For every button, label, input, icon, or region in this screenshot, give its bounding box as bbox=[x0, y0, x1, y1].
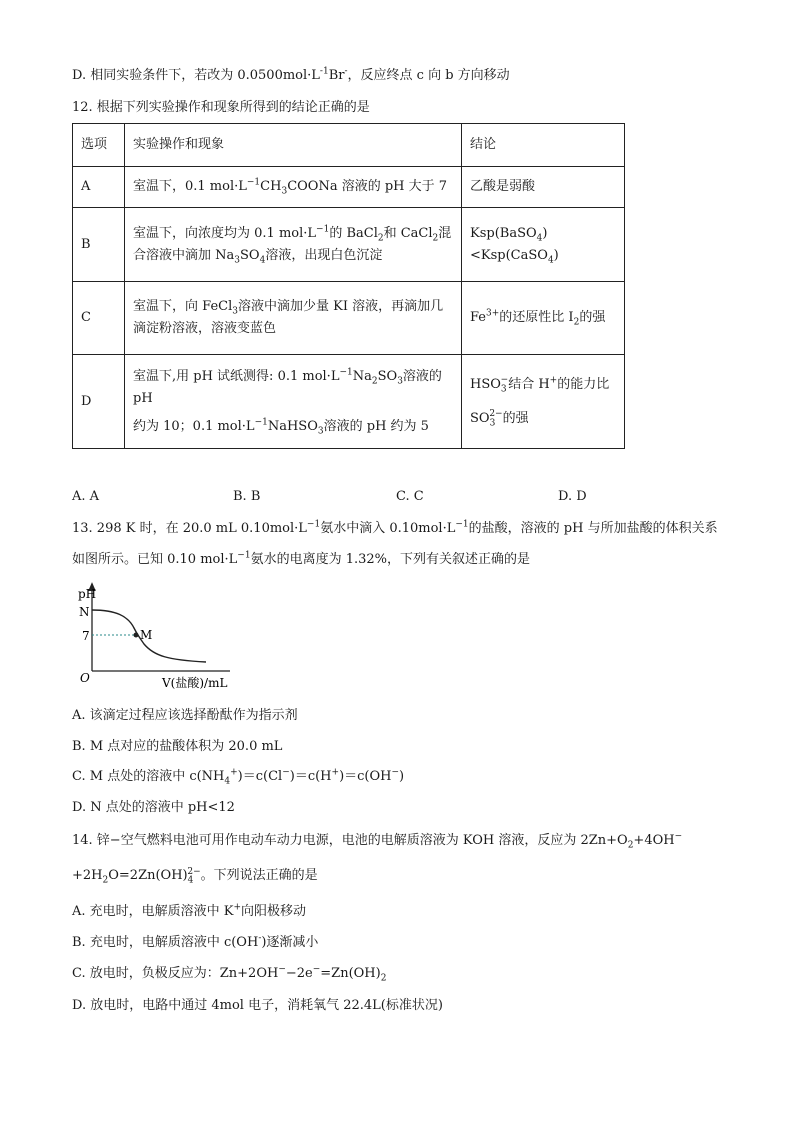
q14-option-c: C. 放电时，负极反应为：$Zn+2OH^--2e^-=Zn(OH)_2$ bbox=[72, 964, 387, 984]
q14-option-b: B. 充电时，电解质溶液中 c(OH-)逐渐减小 bbox=[72, 933, 319, 950]
header-operation: 实验操作和现象 bbox=[125, 124, 462, 167]
point-m-marker bbox=[134, 633, 139, 638]
row-label: B bbox=[73, 208, 125, 282]
q12-option-a: A. A bbox=[72, 489, 100, 504]
origin-label: O bbox=[80, 671, 90, 685]
row-conclusion: Ksp(BaSO$_4$)<Ksp(CaSO$_4$) bbox=[462, 208, 625, 282]
row-label: A bbox=[73, 167, 125, 208]
q13-stem-line1: 13. 298 K 时，在 20.0 mL $0.10mol\cdot L^{-1}$氨水中滴入 $0.10mol\cdot L^{-1}$的盐酸，溶液的 pH 与所加盐酸的体积关系 bbox=[72, 519, 718, 536]
header-option: 选项 bbox=[73, 124, 125, 167]
point-n-label: N bbox=[79, 605, 90, 619]
q13-option-d: D. N 点处的溶液中 pH<12 bbox=[72, 800, 235, 815]
table-row-a bbox=[73, 167, 625, 208]
table-row-d bbox=[73, 355, 625, 449]
q11-option-d: D. 相同实验条件下，若改为 $0.0500mol\cdot L^{-1}Br^-$，反应终点 c 向 b 方向移动 bbox=[72, 66, 510, 83]
row-label: D bbox=[73, 355, 125, 449]
table-row-c bbox=[73, 282, 625, 355]
point-m-label: M bbox=[140, 628, 153, 642]
q13-option-a: A. 该滴定过程应该选择酚酞作为指示剂 bbox=[72, 708, 298, 723]
q14-option-d: D. 放电时，电路中通过 4mol 电子，消耗氧气 22.4L(标准状况) bbox=[72, 998, 443, 1013]
row-conclusion: $Fe^{3+}$的还原性比 $I_2$的强 bbox=[462, 282, 625, 355]
tick-7-label: 7 bbox=[82, 629, 90, 643]
q14-option-a: A. 充电时，电解质溶液中 K+向阳极移动 bbox=[72, 902, 307, 919]
row-conclusion: 乙酸是弱酸 bbox=[462, 167, 625, 208]
q12-option-c: C. C bbox=[396, 489, 424, 504]
ph-titration-graph bbox=[72, 580, 252, 690]
q12-option-d: D. D bbox=[558, 489, 587, 504]
row-label: C bbox=[73, 282, 125, 355]
header-conclusion: 结论 bbox=[462, 124, 625, 167]
q12-table bbox=[72, 123, 625, 449]
row-operation: 室温下，向 FeCl$_3$溶液中滴加少量 KI 溶液，再滴加几 滴淀粉溶液，溶液变蓝色 bbox=[125, 282, 462, 355]
q14-stem-line2: $+2H_2O=2Zn(OH)_4^{2-}$。下列说法正确的是 bbox=[72, 866, 318, 886]
table-header-row bbox=[73, 124, 625, 167]
row-operation: 室温下，0.1 $mol\cdot L^{-1}CH_3COONa$ 溶液的 pH 大于 7 bbox=[125, 167, 462, 208]
q12-option-b: B. B bbox=[233, 489, 261, 504]
q13-option-c: C. M 点处的溶液中 $c(NH_4^+)=c(Cl^-)=c(H^+)=c(OH^-)$ bbox=[72, 767, 405, 787]
row-operation: 室温下，向浓度均为 0.1 $mol\cdot L^{-1}$的 BaCl$_2$和 CaCl$_2$混 合溶液中滴加 $Na_3SO_4$溶液，出现白色沉淀 bbox=[125, 208, 462, 282]
row-conclusion: $HSO_3^-$结合 H+的能力比 $SO_3^{2-}$的强 bbox=[462, 355, 625, 449]
q14-stem-line1: 14. 锌−空气燃料电池可用作电动车动力电源，电池的电解质溶液为 KOH 溶液，反应为 $2Zn+O_2+4OH^-$ bbox=[72, 831, 683, 851]
row-operation: 室温下,用 pH 试纸测得: 0.1 $mol\cdot L^{-1}Na_2SO_3$溶液的 pH 约为 10；0.1 $mol\cdot L^{-1}NaHSO_3$溶液的 pH 约为 5 bbox=[125, 355, 462, 449]
x-axis-label: V(盐酸)/mL bbox=[162, 676, 228, 690]
y-axis-label: pH bbox=[78, 587, 97, 601]
q13-option-b: B. M 点对应的盐酸体积为 20.0 mL bbox=[72, 739, 283, 754]
q12-stem: 12. 根据下列实验操作和现象所得到的结论正确的是 bbox=[72, 100, 370, 115]
table-row-b bbox=[73, 208, 625, 282]
q13-stem-line2: 如图所示。已知 0.10 $mol\cdot L^{-1}$氨水的电离度为 1.32%，下列有关叙述正确的是 bbox=[72, 550, 531, 567]
